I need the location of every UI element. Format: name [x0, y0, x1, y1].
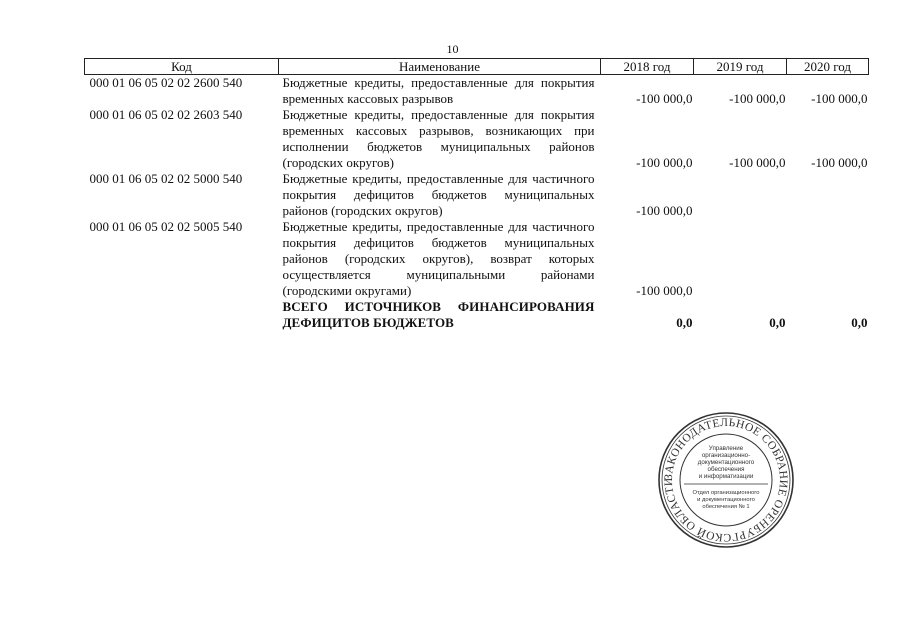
page-number: 10 — [446, 42, 459, 56]
stamp-center-line: документационного — [697, 459, 755, 466]
stamp-seal-icon — [656, 410, 796, 550]
official-stamp — [656, 410, 796, 550]
stamp-bottom-line: Отдел организационного — [692, 490, 760, 496]
table-row — [85, 75, 869, 108]
stamp-ring-text: ЗАКОНОДАТЕЛЬНОЕ СОБРАНИЕ ОРЕНБУРГСКОЙ ОБЛАСТИ — [662, 416, 790, 544]
row-value-2019 — [694, 171, 787, 219]
row-value-2019 — [694, 219, 787, 299]
header-2020: 2020 год — [787, 59, 869, 75]
total-value-2020: 0,0 — [851, 315, 868, 330]
header-name: Наименование — [279, 59, 601, 75]
row-value-2020: -100 000,0 — [811, 91, 868, 106]
header-2019: 2019 год — [694, 59, 787, 75]
row-code: 000 01 06 05 02 02 2603 540 — [89, 107, 243, 122]
row-name: Бюджетные кредиты, предоставленные для частичного покрытия дефицитов бюджетов муниципальных районов (городских округов), возврат которых осуществляется муниципальными районами (городскими округами) — [282, 219, 595, 298]
row-value-2018: -100 000,0 — [636, 203, 693, 218]
total-value-2019: 0,0 — [769, 315, 786, 330]
stamp-center-line: организационно- — [701, 452, 751, 459]
header-2018: 2018 год — [601, 59, 694, 75]
row-code: 000 01 06 05 02 02 2600 540 — [89, 75, 243, 90]
table-row — [85, 171, 869, 219]
table-header-row — [85, 59, 869, 75]
row-code: 000 01 06 05 02 02 5005 540 — [89, 219, 243, 234]
row-value-2019: -100 000,0 — [729, 155, 786, 170]
row-value-2019: -100 000,0 — [729, 91, 786, 106]
table-row — [85, 107, 869, 171]
row-code: 000 01 06 05 02 02 5000 540 — [89, 171, 243, 186]
row-name: Бюджетные кредиты, предоставленные для покрытия временных кассовых разрывов, возникающих при исполнении бюджетов муниципальных районов (городских округов) — [282, 107, 595, 170]
total-value-2018: 0,0 — [676, 315, 693, 330]
stamp-center-line: обеспечения — [707, 466, 745, 473]
stamp-bottom-line: обеспечения № 1 — [702, 504, 750, 510]
stamp-center-line: и информатизации — [698, 473, 754, 480]
row-value-2018: -100 000,0 — [636, 155, 693, 170]
row-value-2020 — [787, 171, 869, 219]
row-value-2020: -100 000,0 — [811, 155, 868, 170]
stamp-center-line: Управление — [708, 445, 744, 452]
table-row — [85, 219, 869, 299]
total-code — [85, 299, 279, 331]
row-value-2018: -100 000,0 — [636, 283, 693, 298]
budget-table — [84, 58, 869, 331]
row-value-2020 — [787, 219, 869, 299]
stamp-bottom-line: и документационного — [697, 497, 755, 503]
table-total-row — [85, 299, 869, 331]
header-code: Код — [85, 59, 279, 75]
row-name: Бюджетные кредиты, предоставленные для частичного покрытия дефицитов бюджетов муниципальных районов (городских округов) — [282, 171, 595, 218]
row-value-2018: -100 000,0 — [636, 91, 693, 106]
total-name: ВСЕГО ИСТОЧНИКОВ ФИНАНСИРОВАНИЯ ДЕФИЦИТОВ БЮДЖЕТОВ — [282, 299, 595, 330]
row-name: Бюджетные кредиты, предоставленные для покрытия временных кассовых разрывов — [282, 75, 595, 106]
